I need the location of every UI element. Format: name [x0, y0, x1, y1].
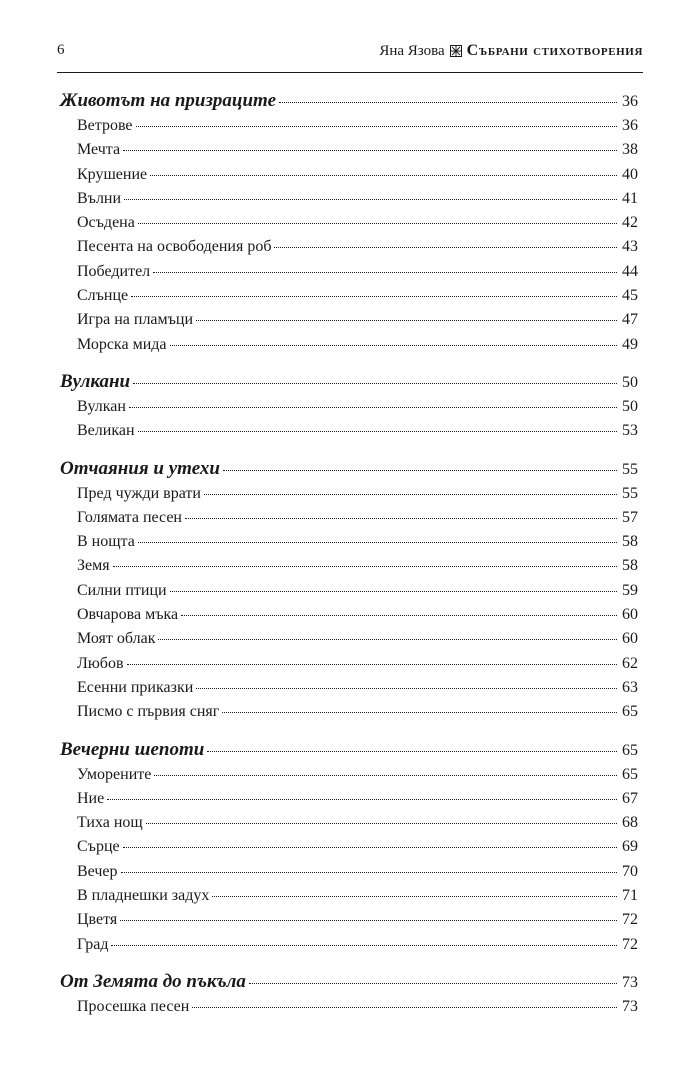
- toc-entry-page: 58: [622, 557, 638, 575]
- toc-entry: [60, 238, 638, 262]
- dot-leader: [196, 320, 617, 321]
- section-heading-page: 65: [622, 741, 638, 759]
- toc-entry-page: 67: [622, 789, 638, 807]
- dot-leader: [131, 296, 617, 297]
- dot-leader: [204, 494, 617, 495]
- toc-entry-title: Моят облак: [77, 630, 156, 648]
- toc-entry-page: 73: [622, 997, 638, 1015]
- dot-leader: [133, 383, 617, 384]
- toc-entry-title: В нощта: [77, 533, 135, 551]
- toc-entry: [60, 141, 638, 165]
- toc-entry-title: Морска мида: [77, 335, 167, 353]
- section-heading: [60, 739, 638, 766]
- section-heading-title: Вулкани: [60, 370, 131, 392]
- toc-entry-page: 70: [622, 862, 638, 880]
- toc-entry-page: 68: [622, 814, 638, 832]
- dot-leader: [222, 712, 617, 713]
- dot-leader: [121, 872, 617, 873]
- toc-entry-title: Пред чужди врати: [77, 484, 201, 502]
- toc-entry: [60, 766, 638, 790]
- toc-entry-page: 53: [622, 422, 638, 440]
- section-heading-page: 36: [622, 93, 638, 110]
- section-heading-title: Вечерни шепоти: [60, 738, 205, 760]
- toc-section: [60, 739, 638, 967]
- dot-leader: [153, 272, 617, 273]
- toc-entry: [60, 790, 638, 814]
- toc-entry-page: 57: [622, 508, 638, 526]
- toc-entry: [60, 911, 638, 935]
- toc-entry-page: 36: [622, 117, 638, 134]
- toc-entry-page: 42: [622, 214, 638, 232]
- book-title: Събрани стихотворения: [466, 42, 643, 59]
- toc-entry-title: Писмо с първия сняг: [77, 703, 220, 721]
- toc-entry: [60, 336, 638, 360]
- toc-entry-page: 60: [622, 630, 638, 648]
- toc-entry-page: 40: [622, 165, 638, 183]
- toc-entry-title: Земя: [77, 557, 110, 575]
- toc-entry-title: Вълни: [77, 189, 122, 207]
- toc-entry-title: Песента на освободения роб: [77, 238, 272, 256]
- toc-entry-page: 43: [622, 238, 638, 256]
- dot-leader: [181, 615, 617, 616]
- toc-entry: [60, 398, 638, 422]
- toc-entry-title: Есенни приказки: [77, 678, 194, 696]
- toc-section: [60, 90, 638, 367]
- dot-leader: [279, 102, 617, 103]
- toc-entry: [60, 936, 638, 960]
- toc-entry-title: Осъдена: [77, 214, 135, 232]
- toc-entry-title: Силни птици: [77, 581, 167, 599]
- toc-entry: [60, 863, 638, 887]
- toc-entry-title: Уморените: [77, 765, 152, 783]
- author-name: Яна Язова: [379, 42, 445, 59]
- toc-entry-title: Игра на пламъци: [77, 311, 194, 329]
- toc-entry-title: Голямата песен: [77, 508, 182, 526]
- dot-leader: [123, 150, 617, 151]
- toc-entry: [60, 214, 638, 238]
- section-heading-page: 73: [622, 973, 638, 991]
- toc-section: [60, 971, 638, 1022]
- section-heading-title: Отчаяния и утехи: [60, 457, 220, 479]
- toc-entry-title: Ветрове: [77, 117, 133, 134]
- section-gap: [60, 360, 638, 367]
- toc-entry-title: Ние: [77, 789, 105, 807]
- toc-entry: [60, 557, 638, 581]
- toc-entry: [60, 166, 638, 190]
- toc-entry-page: 59: [622, 581, 638, 599]
- toc-entry-title: Мечта: [77, 141, 121, 159]
- toc-entry: [60, 509, 638, 533]
- toc-entry-title: Сърце: [77, 838, 120, 856]
- section-heading: [60, 971, 638, 998]
- toc-entry: [60, 998, 638, 1022]
- section-heading: [60, 458, 638, 485]
- ornament-icon: [450, 45, 462, 57]
- dot-leader: [158, 639, 617, 640]
- dot-leader: [196, 688, 617, 689]
- page-number: 6: [57, 42, 65, 58]
- toc-entry-page: 65: [622, 703, 638, 721]
- toc-entry: [60, 838, 638, 862]
- dot-leader: [138, 431, 617, 432]
- toc-section: [60, 458, 638, 735]
- toc-entry-page: 65: [622, 765, 638, 783]
- toc-entry-page: 49: [622, 335, 638, 353]
- toc-entry: [60, 679, 638, 703]
- toc-entry-page: 60: [622, 606, 638, 624]
- running-head: [379, 42, 643, 60]
- dot-leader: [123, 847, 617, 848]
- toc-entry: [60, 117, 638, 141]
- dot-leader: [124, 199, 617, 200]
- toc-entry-title: Любов: [77, 654, 124, 672]
- toc-entry: [60, 422, 638, 446]
- dot-leader: [113, 566, 617, 567]
- toc-entry-page: 72: [622, 935, 638, 953]
- dot-leader: [192, 1007, 617, 1008]
- toc-entry-page: 41: [622, 189, 638, 207]
- toc-entry-title: Крушение: [77, 165, 148, 183]
- section-heading-title: Животът на призраците: [60, 90, 277, 111]
- section-heading-title: От Земята до пъкъла: [60, 970, 246, 992]
- toc-entry-title: Вулкан: [77, 397, 126, 415]
- toc-entry-title: Овчарова мъка: [77, 606, 179, 624]
- dot-leader: [120, 920, 617, 921]
- toc-entry: [60, 190, 638, 214]
- toc-entry-page: 55: [622, 484, 638, 502]
- dot-leader: [170, 591, 617, 592]
- toc-entry: [60, 485, 638, 509]
- section-gap: [60, 728, 638, 735]
- toc-entry-page: 62: [622, 654, 638, 672]
- dot-leader: [129, 407, 617, 408]
- dot-leader: [138, 223, 617, 224]
- toc-entry-page: 71: [622, 887, 638, 905]
- toc-entry: [60, 311, 638, 335]
- toc-entry: [60, 606, 638, 630]
- toc-entry-title: Победител: [77, 262, 151, 280]
- dot-leader: [150, 175, 617, 176]
- toc-entry: [60, 703, 638, 727]
- toc-entry-page: 44: [622, 262, 638, 280]
- toc-entry: [60, 263, 638, 287]
- dot-leader: [223, 470, 617, 471]
- dot-leader: [146, 823, 617, 824]
- dot-leader: [107, 799, 617, 800]
- toc-entry-page: 69: [622, 838, 638, 856]
- table-of-contents: [60, 90, 638, 1026]
- toc-entry-title: Слънце: [77, 287, 129, 305]
- dot-leader: [111, 945, 617, 946]
- section-gap: [60, 447, 638, 454]
- section-heading-page: 55: [622, 460, 638, 478]
- section-heading-page: 50: [622, 373, 638, 391]
- toc-entry-title: Великан: [77, 422, 135, 440]
- dot-leader: [127, 664, 618, 665]
- page-header: [57, 42, 643, 68]
- section-heading: [60, 371, 638, 398]
- dot-leader: [207, 751, 617, 752]
- toc-entry: [60, 630, 638, 654]
- toc-entry-page: 50: [622, 397, 638, 415]
- dot-leader: [274, 247, 617, 248]
- toc-entry: [60, 582, 638, 606]
- toc-entry: [60, 287, 638, 311]
- toc-entry-page: 38: [622, 141, 638, 159]
- toc-entry-title: Просешка песен: [77, 997, 190, 1015]
- toc-entry-page: 58: [622, 533, 638, 551]
- toc-entry-title: Град: [77, 935, 109, 953]
- toc-entry: [60, 814, 638, 838]
- toc-entry-title: Тиха нощ: [77, 814, 143, 832]
- toc-entry-page: 72: [622, 911, 638, 929]
- dot-leader: [136, 126, 617, 127]
- toc-entry-page: 63: [622, 678, 638, 696]
- toc-entry: [60, 533, 638, 557]
- toc-section: [60, 371, 638, 454]
- dot-leader: [185, 518, 617, 519]
- toc-entry-title: В пладнешки задух: [77, 887, 210, 905]
- dot-leader: [154, 775, 617, 776]
- section-gap: [60, 960, 638, 967]
- toc-entry-page: 47: [622, 311, 638, 329]
- toc-entry-title: Цветя: [77, 911, 118, 929]
- toc-entry: [60, 887, 638, 911]
- header-rule: [57, 72, 643, 73]
- dot-leader: [138, 542, 617, 543]
- toc-entry-page: 45: [622, 287, 638, 305]
- section-heading: [60, 90, 638, 117]
- dot-leader: [212, 896, 617, 897]
- dot-leader: [170, 345, 618, 346]
- toc-entry-title: Вечер: [77, 862, 118, 880]
- toc-entry: [60, 655, 638, 679]
- dot-leader: [249, 983, 617, 984]
